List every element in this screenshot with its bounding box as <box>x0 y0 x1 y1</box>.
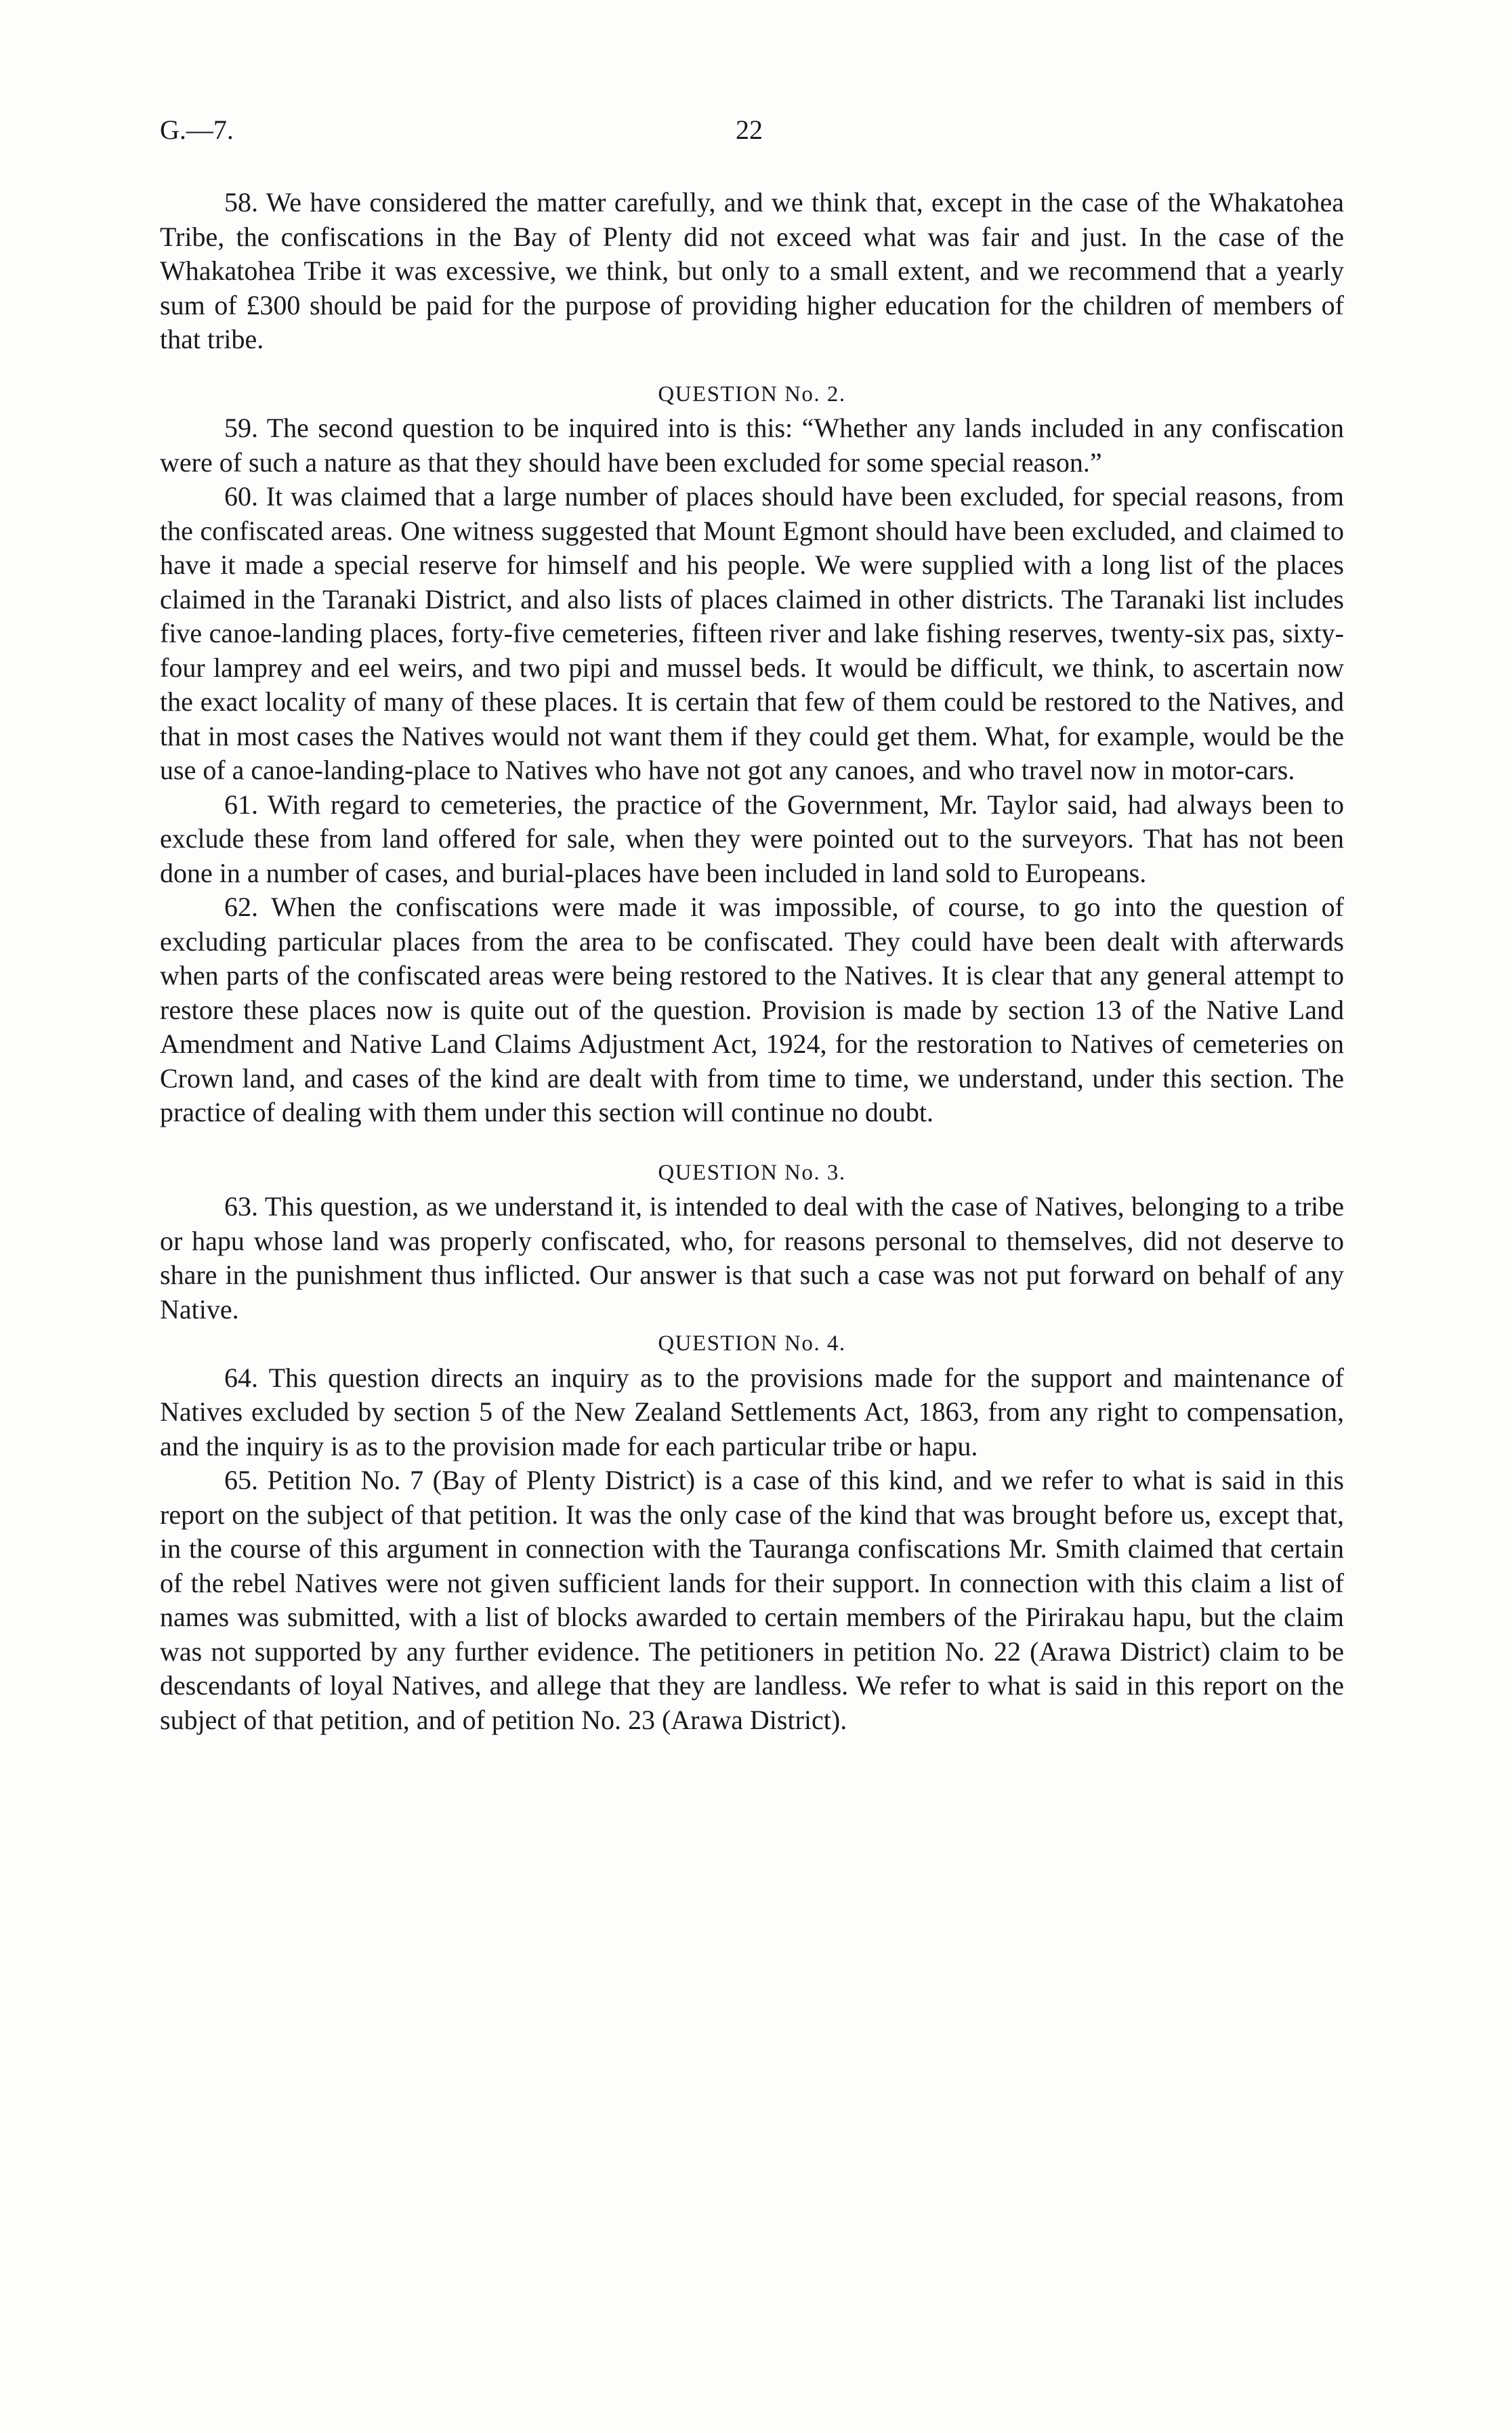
paragraph-61: 61. With regard to cemeteries, the practice of the Government, Mr. Taylor said, had always been to exclude these from land offered for sale, when they were pointed out to the surveyors. That has not been done in a number of cases, and burial-places have been included in land sold to Europeans. <box>160 789 1344 888</box>
question-3-heading: QUESTION No. 3. <box>658 1160 846 1185</box>
running-header <box>160 114 1352 154</box>
paragraph-64: 64. This question directs an inquiry as to the provisions made for the support and maintenance of Natives excluded by section 5 of the New Zealand Settlements Act, 1863, from any right to compensation, and the inquiry is as to the provision made for each particular tribe or hapu. <box>160 1362 1344 1461</box>
paragraph-58: 58. We have considered the matter carefully, and we think that, except in the case of the Whakatohea Tribe, the confiscations in the Bay of Plenty did not exceed what was fair and just. In the case of the Whakatohea Tribe it was excessive, we think, but only to a small extent, and we recommend that a yearly sum of £300 should be paid for the purpose of providing higher education for the children of members of that tribe. <box>160 187 1344 354</box>
paragraph-60: 60. It was claimed that a large number of places should have been excluded, for special reasons, from the confiscated areas. One witness suggested that Mount Egmont should have been excluded, and claimed to have it made a special reserve for himself and his people. We were supplied with a long list of the places claimed in the Taranaki District, and also lists of places claimed in other districts. The Taranaki list includes five canoe-landing places, forty-five cemeteries, fifteen river and lake fishing reserves, twenty-six pas, sixty-four lamprey and eel weirs, and two pipi and mussel beds. It would be difficult, we think, to ascertain now the exact locality of many of these places. It is certain that few of them could be restored to the Natives, and that in most cases the Natives would not want them if they could get them. What, for example, would be the use of a canoe-landing-place to Natives who have not got any canoes, and who travel now in motor-cars. <box>160 481 1344 785</box>
document-reference: G.—7. <box>160 115 234 145</box>
report-body <box>160 186 1344 1737</box>
page-number: 22 <box>736 115 763 145</box>
paragraph-62: 62. When the confiscations were made it was impossible, of course, to go into the question of excluding particular places from the area to be confiscated. They could have been dealt with afterwards when parts of the confiscated areas were being restored to the Natives. It is clear that any general attempt to restore these places now is quite out of the question. Provision is made by section 13 of the Native Land Amendment and Native Land Claims Adjustment Act, 1924, for the restoration to Natives of cemeteries on Crown land, and cases of the kind are dealt with from time to time, we understand, under this section. The practice of dealing with them under this section will continue no doubt. <box>160 892 1344 1127</box>
question-4-heading: QUESTION No. 4. <box>658 1331 846 1356</box>
paragraph-63: 63. This question, as we understand it, is intended to deal with the case of Natives, belonging to a tribe or hapu whose land was properly confiscated, who, for reasons personal to themselves, did not deserve to share in the punishment thus inflicted. Our answer is that such a case was not put forward on behalf of any Native. <box>160 1191 1344 1325</box>
question-2-heading: QUESTION No. 2. <box>658 381 846 407</box>
paragraph-65: 65. Petition No. 7 (Bay of Plenty District) is a case of this kind, and we refer to what is said in this report on the subject of that petition. It was the only case of the kind that was brought before us, except that, in the course of this argument in connection with the Tauranga confiscations Mr. Smith claimed that certain of the rebel Natives were not given sufficient lands for their support. In connection with this claim a list of names was submitted, with a list of blocks awarded to certain members of the Pirirakau hapu, but the claim was not supported by any further evidence. The petitioners in petition No. 22 (Arawa District) claim to be descendants of loyal Natives, and allege that they are landless. We refer to what is said in this report on the subject of that petition, and of petition No. 23 (Arawa District). <box>160 1465 1344 1735</box>
paragraph-59: 59. The second question to be inquired into is this: “Whether any lands included in any confiscation were of such a nature as that they should have been excluded for some special reason.” <box>160 413 1344 478</box>
